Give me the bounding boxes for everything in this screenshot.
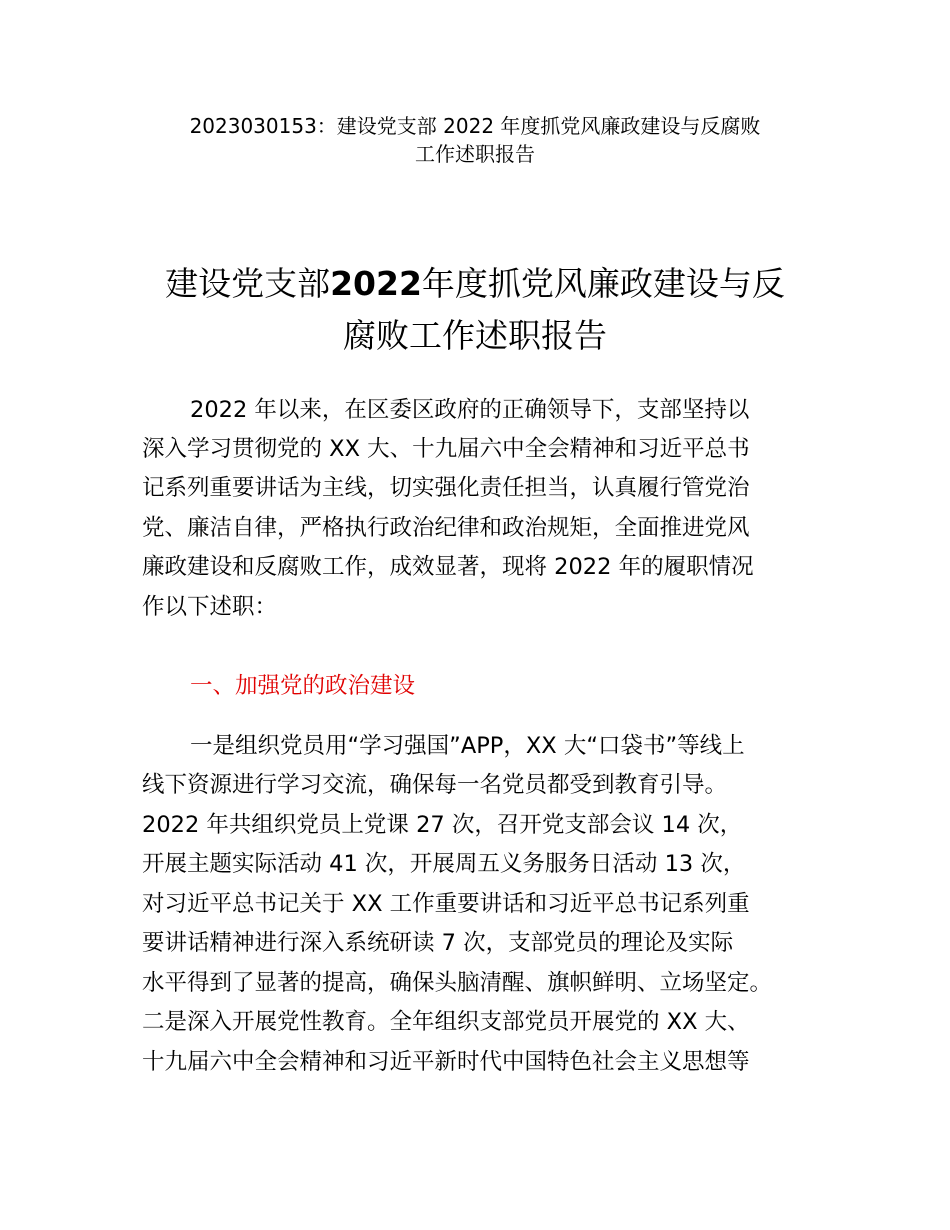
header-line-2: 工作述职报告 xyxy=(415,142,535,166)
title-part-c: 年度抓党风廉政建设与反 xyxy=(421,264,785,303)
body-line: 开展主题实际活动 41 次，开展周五义务服务日活动 13 次， xyxy=(142,851,746,877)
report-title xyxy=(100,258,850,362)
intro-line: 廉政建设和反腐败工作，成效显著，现将 2022 年的履职情况 xyxy=(142,554,754,580)
intro-line: 2022 年以来，在区委区政府的正确领导下，支部坚持以 xyxy=(190,397,750,423)
body-line: 2022 年共组织党员上党课 27 次，召开党支部会议 14 次， xyxy=(142,812,743,838)
title-line-2: 腐败工作述职报告 xyxy=(343,316,607,355)
document-header xyxy=(100,112,850,168)
intro-line: 深入学习贯彻党的 XX 大、十九届六中全会精神和习近平总书 xyxy=(142,436,750,462)
intro-line: 党、廉洁自律，严格执行政治纪律和政治规矩，全面推进党风 xyxy=(142,515,750,541)
body-line: 对习近平总书记关于 XX 工作重要讲话和习近平总书记系列重 xyxy=(142,891,750,917)
title-year: 2022 xyxy=(330,264,422,303)
title-part-a: 建设党支部 xyxy=(165,264,331,303)
intro-line: 记系列重要讲话为主线，切实强化责任担当，认真履行管党治 xyxy=(142,475,750,501)
title-line-1 xyxy=(100,258,850,310)
body-line: 二是深入开展党性教育。全年组织支部党员开展党的 XX 大、 xyxy=(142,1009,750,1035)
body-line: 线下资源进行学习交流，确保每一名党员都受到教育引导。 xyxy=(142,772,728,798)
intro-line: 作以下述职： xyxy=(142,594,278,620)
body-line: 十九届六中全会精神和习近平新时代中国特色社会主义思想等 xyxy=(142,1049,750,1075)
body-line: 要讲话精神进行深入系统研读 7 次，支部党员的理论及实际 xyxy=(142,930,734,956)
body-line: 一是组织党员用“学习强国”APP，XX 大“口袋书”等线上 xyxy=(190,733,745,759)
body-line: 水平得到了显著的提高，确保头脑清醒、旗帜鲜明、立场坚定。 xyxy=(142,970,773,996)
section-heading: 一、加强党的政治建设 xyxy=(190,673,416,699)
header-line-1: 2023030153：建设党支部 2022 年度抓党风廉政建设与反腐败 xyxy=(189,114,761,138)
